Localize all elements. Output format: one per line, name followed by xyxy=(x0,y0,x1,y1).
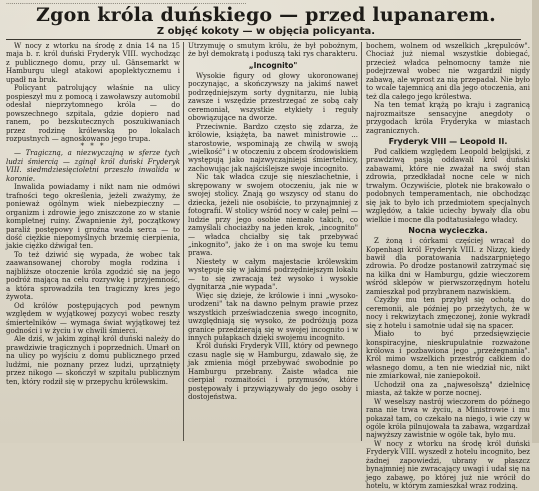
page-edge xyxy=(532,0,539,443)
column-divider-2 xyxy=(361,42,362,441)
article-paragraph: Król duński Fryderyk VIII, który od pewnego czasu nagle się w Hamburgu, zdawało się, że jak zmienia mógł przebywać swobodnie po Hamburgu przebrany. Zaiste władca nie cierpiał rozmaitości i przymusów, które postępowały i przywiązywały do jego osoby i dostojeństwa. xyxy=(188,342,358,402)
article-paragraph: W nocy z wtorku na środę z dnia 14 na 15 maja b. r. król duński Fryderyk VIII. wychodząc z publicznego domu, przy ul. Gänsemarkt w Hamburgu uległ atakowi apoplektycznemu i upadł na bruk. xyxy=(6,42,180,84)
section-heading: Nocna wycieczka. xyxy=(408,226,488,236)
article-column-1 xyxy=(6,42,180,441)
article-paragraph: Nic tak władca czuje się nieszlachetnie, i skrępowany w swojem otoczeniu, jak nie w swojej stolicy. Znają go wszyscy od stanu do dziecka, jeżeli nie osobiście, to przynajmniej z fotografii. W stolicy wśród nocy w całej pełni — ludzie przy jego osobie niemało takich, co zamyślali chociażby na jeden krok, „incognito" — władca chciałby się tak przebywać „inkognito", jako że i on ma swoje ku temu prawa. xyxy=(188,173,358,258)
section-heading: Fryderyk VIII — Leopold II. xyxy=(388,136,508,146)
article-paragraph: Z żoną i córkami częściej wracał do Kopenhagi król Fryderyk VIII. z Nizzy, kiedy bawił dla poratowania nadszarpniętego zdrowia. Po drodze postanowił zatrzymać się na kilka dni w Hamburgu, gdzie wieczorem wśród sklepów w pierwszorzędnym hotelu zamieszkał pod przybranem nazwiskiem. xyxy=(366,237,530,296)
article-paragraph: To też dziwić się wypada, że wobec tak zaawansowanej choroby mogła rodzina i najbliższe otoczenie króla zgodzić się na jego podróż mającą na celu rozrywkę i przyjemność, a która sprowadziła ten tragiczny kres jego żywota. xyxy=(6,250,180,302)
headline-rule xyxy=(6,39,521,40)
article-paragraph: Czyżby mu ten przybył się ochotą do ceremonii, ale później po przeżytych, że w nocy i rekwizytach zmęczonej, żonie wykradł się z hotelu i samotnie udał się na spacer. xyxy=(366,296,530,330)
article-paragraph: Utrzymuję o smutym królu, że był pobożnym, że był demokratą i poduszą taki rys charakteru. xyxy=(188,42,358,59)
article-paragraph: Od królów postępujących pod pewnym względem w wyjątkowej pozycyi wobec reszty śmiertelników — wymaga świat wyjątkowej też godności i w życiu i w chwili śmierci. xyxy=(6,301,180,335)
article-paragraph: Policyant patrolujący właśnie na ulicy pospieszył mu z pomocą i zawoławszy automobil odesłał nieprzytomnego króla — do powszechnego szpitala, gdzie dopiero nad ranem, po bezskutecznych poszukiwaniach przez rodzinę królewską po lokalach rozpustnych — agnoskowano jego trupa. xyxy=(6,84,180,143)
article-paragraph: Przeciwnie. Bardzo często się zdarza, że królowie, książęta, ba nawet ministrowie ... starostowie, wspominają ze chwilą w swoją „wielkość" i w otoczeniu z obcem środowiskiem występują jako najzwyczajniejsi śmiertelnicy, zachowując jak najściślejsze swoje incognito. xyxy=(188,122,358,173)
article-subheadline: Z objęć kokoty — w objęcia policyanta. xyxy=(156,26,376,37)
section-heading: „Incognito" xyxy=(248,60,298,70)
article-paragraph: Niestety w całym majestacie królewskim występuje się w jakimś podrzędniejszym lokalu — to się zwracają też wysoko i wysokie dygnitarza „nie wypada". xyxy=(188,257,358,292)
article-paragraph: Inwalida powiadamy i nikt nam nie odmówi trafności tego określenia, jeżeli zważymy, że ponieważ ogólnym wiek niebezpieczny — organizm i zdrowie jego zniszczone zo w stanie kompletnej ruiny. Zwapnienie żył, początkowy paraliż postępowy i groźna wada serca — to dość ciężkie niepomyślnych brzemię cierpienia, jakie ciężko dźwigał ten. xyxy=(6,183,180,251)
article-paragraph: Na ten temat krążą po kraju i zagranicą najrozmaitsze sensacyjne anegdoty o przygodach króla Fryderyka w miastach zagranicznych. xyxy=(366,101,530,135)
article-headline: Zgon króla duńskiego — przed lupanarem. xyxy=(36,4,496,26)
article-paragraph: W weselszy nastrój wieczorem do późnego rana nie trwa w życiu, a Ministrowie i mu pokazał tam, co czekało na niego, i wie czy w ogóle króla pilnujowała ta zabawa, wzgardzał najwyższy zawistnie w ogóle tak, było mu. xyxy=(366,397,530,440)
article-paragraph: — Tragiczną, a niezwyczajną w sferze tych ludzi śmiercią — zginął król duński Fryderyk VIII. siedmdziesięcioletni przeszło inwalida w koronie. xyxy=(6,149,180,183)
column-divider-1 xyxy=(183,42,184,441)
article-paragraph: Więc się dzieje, że królowie i inni „wysoko-urodzeni" tak na dawno pełnym prawie przez wszystkich przeświadczenia swego incognito, uwzględniają się wysoko, że podróżują poza granice przedzierają się w swojej incognito i w innych pułapkach dzięki swojemu incognito. xyxy=(188,291,358,342)
article-paragraph: Pod całkiem względem Leopold belgijski, z prawdziwą pasją oddawali król duński zabawami, które nie zważał na swój stan zdrowia, przedkładał nocne cele w nich trwałym. Oczywiście, plotek nie brakowało o podobnych temperamentach, nie obchodząc się jak to było ich przedmiotem specjalnych względów, a takie uciechy bywały dla obu wielkie i mocne dla podtatusiałego władcy. xyxy=(366,147,530,224)
article-paragraph: Miało to być przedsięwzięcie konspiracyjne, nieskrupulatnie rozważone królowa i pozbawiona jego „przeżegnania". Król mimo wszelkich przestróg całkiem do własnego domu, a ten nie wiedział nic, nikt nie zmiarkował, nie zaniepokoił. xyxy=(366,330,530,381)
article-paragraph: Wysokie figury od głowy ukoronowanej poczynając, a skończywszy na jakimś nawet podrzędniejszym sorty dygnitarzu, nie lubią zawsze i wszędzie przestrzegać ze sobą cały ceremoniał, wszystkie etykiety i reguły obowiązujące na dworze. xyxy=(188,71,358,123)
article-column-3 xyxy=(366,42,530,491)
article-paragraph: Ale dziś, w jakim zginął król duński należy do prawdziwie tragicznych i poprzednich. Umarł on na ulicy po wyjściu z domu publicznego przed ludźmi, nie poznany przez ludzi, uprzątnięty przez nikogo — skończył w szpitalu publicznym ten, który rodził się w przepychu królewskim. xyxy=(6,335,180,386)
article-paragraph: bochem, wolnem od wszelkich „krępulców". Chociaż już niemal wszystkie dobiegać, przecież władca pełnomocny tamże nie podejrzewał wobec nie wzgardził nigdy zabawą, ale wprost za nią przepadał. Nie było to wcale tajemnicą ani dla jego otoczenia, ani też dla całego jego królestwa. xyxy=(366,42,530,101)
article-column-2 xyxy=(188,42,358,441)
cropped-previous-line: .............................................................................................................................. xyxy=(6,0,247,6)
separator-stars: * * * xyxy=(80,142,106,151)
article-paragraph: W nocy z wtorku na środę król duński Fryderyk VIII. wyszedł z hotelu incognito, bez żadnej zapowiedzi, ubrany w płaszcz bynajmniej nie zwracający uwagi i udał się na jego zabawę, po której już nie wrócił do hotelu, w którym zamieszkał wraz rodziną. xyxy=(366,439,530,491)
article-paragraph: Uchodził ona za „najwesołszą" dzielnicę miasta, aż także w porze nocnej. xyxy=(366,380,530,398)
